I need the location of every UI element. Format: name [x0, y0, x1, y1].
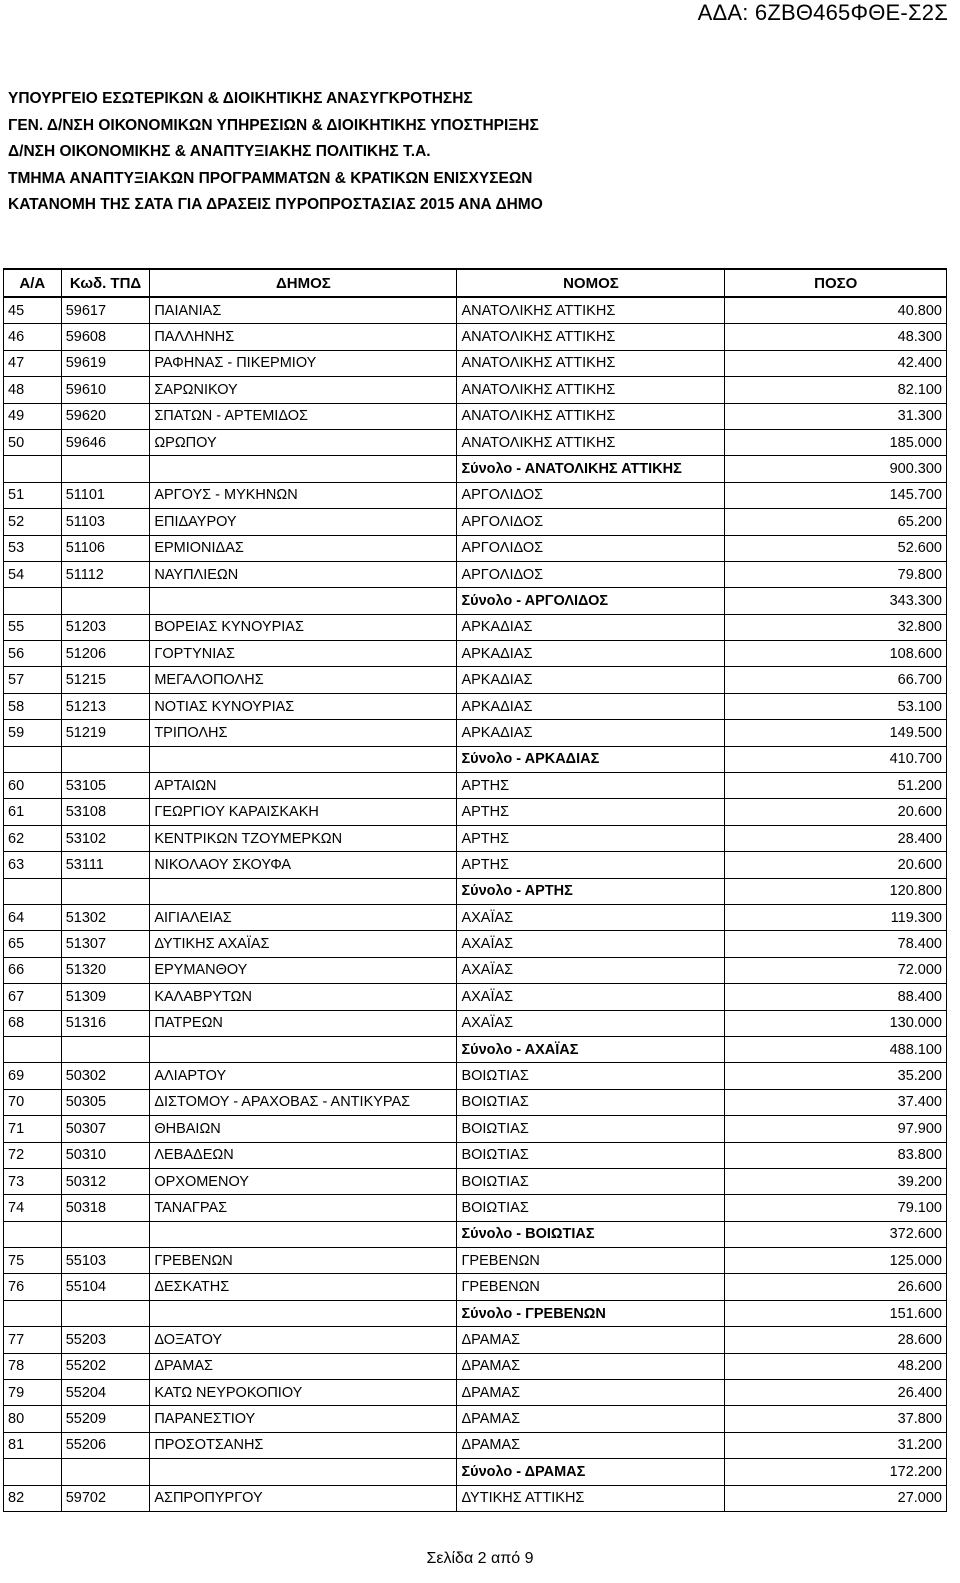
cell-amount: 53.100 — [725, 693, 947, 719]
cell-amount: 52.600 — [725, 535, 947, 561]
cell-municipality: ΝΑΥΠΛΙΕΩΝ — [150, 561, 457, 587]
cell-amount: 72.000 — [725, 957, 947, 983]
table-row — [4, 667, 947, 693]
cell-code: 50318 — [61, 1195, 150, 1221]
header-line: ΤΜΗΜΑ ΑΝΑΠΤΥΞΙΑΚΩΝ ΠΡΟΓΡΑΜΜΑΤΩΝ & ΚΡΑΤΙΚΩΝ ΕΝΙΣΧΥΣΕΩΝ — [8, 169, 533, 187]
cell-amount: 78.400 — [725, 931, 947, 957]
cell-aa: 61 — [4, 799, 62, 825]
subtotal-row — [4, 1036, 947, 1062]
cell-prefecture: ΑΡΤΗΣ — [457, 852, 725, 878]
cell-aa — [4, 1036, 62, 1062]
cell-municipality: ΑΙΓΙΑΛΕΙΑΣ — [150, 904, 457, 930]
subtotal-row — [4, 1459, 947, 1485]
cell-aa: 71 — [4, 1116, 62, 1142]
table-row — [4, 1485, 947, 1511]
cell-municipality: ΠΑΤΡΕΩΝ — [150, 1010, 457, 1036]
cell-prefecture: Σύνολο - ΑΝΑΤΟΛΙΚΗΣ ΑΤΤΙΚΗΣ — [457, 456, 725, 482]
cell-prefecture: ΓΡΕΒΕΝΩΝ — [457, 1274, 725, 1300]
table-row — [4, 1142, 947, 1168]
cell-aa: 62 — [4, 825, 62, 851]
cell-prefecture: ΑΡΤΗΣ — [457, 825, 725, 851]
cell-code: 51309 — [61, 984, 150, 1010]
cell-municipality: ΤΑΝΑΓΡΑΣ — [150, 1195, 457, 1221]
subtotal-row — [4, 746, 947, 772]
cell-municipality — [150, 1036, 457, 1062]
cell-code — [61, 1036, 150, 1062]
header-line: ΓΕΝ. Δ/ΝΣΗ ΟΙΚΟΝΟΜΙΚΩΝ ΥΠΗΡΕΣΙΩΝ & ΔΙΟΙΚΗΤΙΚΗΣ ΥΠΟΣΤΗΡΙΞΗΣ — [8, 116, 539, 134]
cell-prefecture: ΑΧΑΪΑΣ — [457, 931, 725, 957]
cell-code: 51215 — [61, 667, 150, 693]
cell-amount: 119.300 — [725, 904, 947, 930]
cell-prefecture: ΒΟΙΩΤΙΑΣ — [457, 1142, 725, 1168]
cell-aa: 74 — [4, 1195, 62, 1221]
cell-code: 55204 — [61, 1380, 150, 1406]
cell-prefecture: ΒΟΙΩΤΙΑΣ — [457, 1089, 725, 1115]
cell-municipality: ΣΑΡΩΝΙΚΟΥ — [150, 377, 457, 403]
cell-aa: 69 — [4, 1063, 62, 1089]
cell-municipality: ΑΡΓΟΥΣ - ΜΥΚΗΝΩΝ — [150, 482, 457, 508]
cell-code: 51302 — [61, 904, 150, 930]
cell-aa: 56 — [4, 641, 62, 667]
cell-amount: 42.400 — [725, 350, 947, 376]
cell-code: 53111 — [61, 852, 150, 878]
cell-code: 51307 — [61, 931, 150, 957]
cell-aa: 58 — [4, 693, 62, 719]
cell-aa — [4, 1459, 62, 1485]
subtotal-row — [4, 878, 947, 904]
cell-code: 53102 — [61, 825, 150, 851]
table-row — [4, 1406, 947, 1432]
cell-amount: 26.400 — [725, 1380, 947, 1406]
cell-municipality: ΚΕΝΤΡΙΚΩΝ ΤΖΟΥΜΕΡΚΩΝ — [150, 825, 457, 851]
header-line: ΥΠΟΥΡΓΕΙΟ ΕΣΩΤΕΡΙΚΩΝ & ΔΙΟΙΚΗΤΙΚΗΣ ΑΝΑΣΥΓΚΡΟΤΗΣΗΣ — [8, 90, 473, 107]
cell-municipality: ΟΡΧΟΜΕΝΟΥ — [150, 1168, 457, 1194]
cell-amount: 48.200 — [725, 1353, 947, 1379]
cell-prefecture: ΑΧΑΪΑΣ — [457, 957, 725, 983]
cell-prefecture: ΑΡΚΑΔΙΑΣ — [457, 641, 725, 667]
cell-amount: 151.600 — [725, 1300, 947, 1326]
col-header-prefecture: ΝΟΜΟΣ — [457, 269, 725, 297]
cell-amount: 79.100 — [725, 1195, 947, 1221]
cell-municipality — [150, 1221, 457, 1247]
cell-municipality: ΤΡΙΠΟΛΗΣ — [150, 720, 457, 746]
cell-municipality: ΑΣΠΡΟΠΥΡΓΟΥ — [150, 1485, 457, 1511]
cell-prefecture: ΑΡΓΟΛΙΔΟΣ — [457, 561, 725, 587]
cell-prefecture: Σύνολο - ΑΡΚΑΔΙΑΣ — [457, 746, 725, 772]
table-row — [4, 403, 947, 429]
table-row — [4, 1116, 947, 1142]
cell-amount: 37.400 — [725, 1089, 947, 1115]
cell-amount: 120.800 — [725, 878, 947, 904]
table-header-row — [4, 269, 947, 297]
cell-prefecture: ΑΡΚΑΔΙΑΣ — [457, 693, 725, 719]
cell-amount: 28.600 — [725, 1327, 947, 1353]
table-row — [4, 852, 947, 878]
cell-amount: 97.900 — [725, 1116, 947, 1142]
cell-municipality: ΠΡΟΣΟΤΣΑΝΗΣ — [150, 1432, 457, 1458]
cell-amount: 343.300 — [725, 588, 947, 614]
cell-aa: 49 — [4, 403, 62, 429]
cell-municipality — [150, 1459, 457, 1485]
cell-aa: 47 — [4, 350, 62, 376]
cell-aa: 45 — [4, 297, 62, 324]
cell-prefecture: ΑΧΑΪΑΣ — [457, 904, 725, 930]
cell-municipality: ΣΠΑΤΩΝ - ΑΡΤΕΜΙΔΟΣ — [150, 403, 457, 429]
table-row — [4, 1089, 947, 1115]
cell-municipality: ΝΟΤΙΑΣ ΚΥΝΟΥΡΙΑΣ — [150, 693, 457, 719]
cell-prefecture: Σύνολο - ΑΧΑΪΑΣ — [457, 1036, 725, 1062]
cell-aa: 66 — [4, 957, 62, 983]
cell-amount: 40.800 — [725, 297, 947, 324]
table-row — [4, 641, 947, 667]
cell-code: 51316 — [61, 1010, 150, 1036]
allocation-table — [3, 268, 947, 1512]
cell-aa: 48 — [4, 377, 62, 403]
table-row — [4, 720, 947, 746]
cell-amount: 66.700 — [725, 667, 947, 693]
cell-municipality: ΔΥΤΙΚΗΣ ΑΧΑΪΑΣ — [150, 931, 457, 957]
cell-municipality: ΠΑΙΑΝΙΑΣ — [150, 297, 457, 324]
table-row — [4, 1380, 947, 1406]
cell-municipality: ΔΙΣΤΟΜΟΥ - ΑΡΑΧΟΒΑΣ - ΑΝΤΙΚΥΡΑΣ — [150, 1089, 457, 1115]
cell-aa — [4, 746, 62, 772]
table-row — [4, 1353, 947, 1379]
cell-prefecture: ΔΡΑΜΑΣ — [457, 1380, 725, 1406]
cell-municipality: ΑΛΙΑΡΤΟΥ — [150, 1063, 457, 1089]
cell-code: 59702 — [61, 1485, 150, 1511]
subtotal-row — [4, 588, 947, 614]
page-footer: Σελίδα 2 από 9 — [426, 1550, 534, 1567]
table-row — [4, 957, 947, 983]
cell-prefecture: ΑΧΑΪΑΣ — [457, 984, 725, 1010]
cell-aa: 59 — [4, 720, 62, 746]
col-header-code: Κωδ. ΤΠΔ — [61, 269, 150, 297]
cell-municipality: ΑΡΤΑΙΩΝ — [150, 773, 457, 799]
cell-municipality: ΕΡΜΙΟΝΙΔΑΣ — [150, 535, 457, 561]
cell-code — [61, 1459, 150, 1485]
cell-code: 50302 — [61, 1063, 150, 1089]
cell-aa: 76 — [4, 1274, 62, 1300]
cell-code: 55203 — [61, 1327, 150, 1353]
subtotal-row — [4, 456, 947, 482]
cell-aa — [4, 456, 62, 482]
table-row — [4, 1010, 947, 1036]
cell-aa: 64 — [4, 904, 62, 930]
cell-amount: 900.300 — [725, 456, 947, 482]
cell-code: 50312 — [61, 1168, 150, 1194]
cell-prefecture: ΔΡΑΜΑΣ — [457, 1432, 725, 1458]
cell-code: 50307 — [61, 1116, 150, 1142]
cell-prefecture: Σύνολο - ΔΡΑΜΑΣ — [457, 1459, 725, 1485]
cell-aa: 75 — [4, 1248, 62, 1274]
cell-municipality — [150, 1300, 457, 1326]
table-row — [4, 614, 947, 640]
cell-code: 53105 — [61, 773, 150, 799]
cell-municipality: ΚΑΛΑΒΡΥΤΩΝ — [150, 984, 457, 1010]
cell-amount: 28.400 — [725, 825, 947, 851]
cell-prefecture: Σύνολο - ΑΡΓΟΛΙΔΟΣ — [457, 588, 725, 614]
table-row — [4, 984, 947, 1010]
cell-code: 53108 — [61, 799, 150, 825]
cell-aa: 81 — [4, 1432, 62, 1458]
cell-amount: 83.800 — [725, 1142, 947, 1168]
cell-amount: 108.600 — [725, 641, 947, 667]
col-header-municipality: ΔΗΜΟΣ — [150, 269, 457, 297]
cell-prefecture: ΔΡΑΜΑΣ — [457, 1327, 725, 1353]
table-row — [4, 799, 947, 825]
cell-amount: 172.200 — [725, 1459, 947, 1485]
cell-prefecture: ΒΟΙΩΤΙΑΣ — [457, 1195, 725, 1221]
cell-amount: 48.300 — [725, 324, 947, 350]
cell-code — [61, 588, 150, 614]
cell-prefecture: ΔΡΑΜΑΣ — [457, 1406, 725, 1432]
cell-prefecture: ΑΡΚΑΔΙΑΣ — [457, 667, 725, 693]
cell-code: 55209 — [61, 1406, 150, 1432]
table-row — [4, 825, 947, 851]
cell-aa: 63 — [4, 852, 62, 878]
cell-aa: 82 — [4, 1485, 62, 1511]
cell-code: 59646 — [61, 429, 150, 455]
cell-municipality: ΝΙΚΟΛΑΟΥ ΣΚΟΥΦΑ — [150, 852, 457, 878]
cell-prefecture: ΑΡΓΟΛΙΔΟΣ — [457, 535, 725, 561]
cell-prefecture: ΑΝΑΤΟΛΙΚΗΣ ΑΤΤΙΚΗΣ — [457, 324, 725, 350]
table-row — [4, 482, 947, 508]
table-row — [4, 350, 947, 376]
cell-code — [61, 456, 150, 482]
cell-amount: 20.600 — [725, 799, 947, 825]
cell-amount: 31.200 — [725, 1432, 947, 1458]
cell-code: 59620 — [61, 403, 150, 429]
table-row — [4, 324, 947, 350]
cell-municipality — [150, 456, 457, 482]
cell-prefecture: ΔΡΑΜΑΣ — [457, 1353, 725, 1379]
cell-code — [61, 878, 150, 904]
cell-municipality: ΚΑΤΩ ΝΕΥΡΟΚΟΠΙΟΥ — [150, 1380, 457, 1406]
cell-prefecture: ΑΝΑΤΟΛΙΚΗΣ ΑΤΤΙΚΗΣ — [457, 350, 725, 376]
cell-aa: 67 — [4, 984, 62, 1010]
cell-prefecture: ΒΟΙΩΤΙΑΣ — [457, 1063, 725, 1089]
cell-prefecture: ΑΡΓΟΛΙΔΟΣ — [457, 482, 725, 508]
cell-aa: 77 — [4, 1327, 62, 1353]
cell-amount: 39.200 — [725, 1168, 947, 1194]
cell-amount: 149.500 — [725, 720, 947, 746]
cell-aa: 72 — [4, 1142, 62, 1168]
cell-code — [61, 1221, 150, 1247]
cell-code: 51203 — [61, 614, 150, 640]
cell-amount: 31.300 — [725, 403, 947, 429]
cell-aa: 54 — [4, 561, 62, 587]
cell-amount: 145.700 — [725, 482, 947, 508]
table-row — [4, 904, 947, 930]
cell-prefecture: ΑΝΑΤΟΛΙΚΗΣ ΑΤΤΙΚΗΣ — [457, 429, 725, 455]
cell-municipality: ΓΡΕΒΕΝΩΝ — [150, 1248, 457, 1274]
cell-prefecture: ΑΡΓΟΛΙΔΟΣ — [457, 509, 725, 535]
cell-municipality — [150, 878, 457, 904]
table-row — [4, 1432, 947, 1458]
cell-code: 50310 — [61, 1142, 150, 1168]
cell-prefecture: ΑΡΤΗΣ — [457, 799, 725, 825]
cell-municipality: ΒΟΡΕΙΑΣ ΚΥΝΟΥΡΙΑΣ — [150, 614, 457, 640]
cell-municipality: ΛΕΒΑΔΕΩΝ — [150, 1142, 457, 1168]
cell-aa: 70 — [4, 1089, 62, 1115]
cell-amount: 82.100 — [725, 377, 947, 403]
cell-municipality — [150, 746, 457, 772]
cell-prefecture: Σύνολο - ΓΡΕΒΕΝΩΝ — [457, 1300, 725, 1326]
cell-code: 51219 — [61, 720, 150, 746]
ada-code: ΑΔΑ: 6ΖΒΘ465ΦΘΕ-Σ2Σ — [697, 0, 948, 25]
subtotal-row — [4, 1300, 947, 1326]
cell-aa: 55 — [4, 614, 62, 640]
table-row — [4, 1248, 947, 1274]
table-row — [4, 509, 947, 535]
table-row — [4, 1063, 947, 1089]
cell-code: 55104 — [61, 1274, 150, 1300]
table-row — [4, 1168, 947, 1194]
cell-amount: 185.000 — [725, 429, 947, 455]
cell-code: 51101 — [61, 482, 150, 508]
cell-prefecture: ΑΡΚΑΔΙΑΣ — [457, 720, 725, 746]
cell-prefecture: ΓΡΕΒΕΝΩΝ — [457, 1248, 725, 1274]
cell-aa — [4, 878, 62, 904]
cell-amount: 37.800 — [725, 1406, 947, 1432]
col-header-amount: ΠΟΣΟ — [725, 269, 947, 297]
cell-municipality — [150, 588, 457, 614]
cell-prefecture: ΑΝΑΤΟΛΙΚΗΣ ΑΤΤΙΚΗΣ — [457, 403, 725, 429]
cell-aa — [4, 1221, 62, 1247]
cell-amount: 32.800 — [725, 614, 947, 640]
cell-municipality: ΠΑΛΛΗΝΗΣ — [150, 324, 457, 350]
table-row — [4, 377, 947, 403]
cell-code: 51213 — [61, 693, 150, 719]
cell-aa: 52 — [4, 509, 62, 535]
cell-code: 55103 — [61, 1248, 150, 1274]
cell-municipality: ΔΕΣΚΑΤΗΣ — [150, 1274, 457, 1300]
cell-prefecture: ΑΡΤΗΣ — [457, 773, 725, 799]
cell-prefecture: ΑΝΑΤΟΛΙΚΗΣ ΑΤΤΙΚΗΣ — [457, 377, 725, 403]
cell-municipality: ΓΕΩΡΓΙΟΥ ΚΑΡΑΙΣΚΑΚΗ — [150, 799, 457, 825]
cell-amount: 125.000 — [725, 1248, 947, 1274]
cell-prefecture: Σύνολο - ΑΡΤΗΣ — [457, 878, 725, 904]
cell-amount: 20.600 — [725, 852, 947, 878]
cell-municipality: ΕΡΥΜΑΝΘΟΥ — [150, 957, 457, 983]
cell-code: 59608 — [61, 324, 150, 350]
cell-prefecture: ΔΥΤΙΚΗΣ ΑΤΤΙΚΗΣ — [457, 1485, 725, 1511]
document-title: ΚΑΤΑΝΟΜΗ ΤΗΣ ΣΑΤΑ ΓΙΑ ΔΡΑΣΕΙΣ ΠΥΡΟΠΡΟΣΤΑΣΙΑΣ 2015 ΑΝΑ ΔΗΜΟ — [8, 196, 543, 213]
cell-prefecture: ΑΝΑΤΟΛΙΚΗΣ ΑΤΤΙΚΗΣ — [457, 297, 725, 324]
cell-municipality: ΕΠΙΔΑΥΡΟΥ — [150, 509, 457, 535]
table-row — [4, 429, 947, 455]
cell-aa: 79 — [4, 1380, 62, 1406]
cell-code: 50305 — [61, 1089, 150, 1115]
cell-prefecture: ΑΡΚΑΔΙΑΣ — [457, 614, 725, 640]
cell-prefecture: ΒΟΙΩΤΙΑΣ — [457, 1116, 725, 1142]
table-row — [4, 1327, 947, 1353]
cell-aa — [4, 588, 62, 614]
cell-municipality: ΔΟΞΑΤΟΥ — [150, 1327, 457, 1353]
cell-amount: 26.600 — [725, 1274, 947, 1300]
cell-aa: 80 — [4, 1406, 62, 1432]
cell-aa: 78 — [4, 1353, 62, 1379]
table-row — [4, 773, 947, 799]
cell-prefecture: ΒΟΙΩΤΙΑΣ — [457, 1168, 725, 1194]
cell-aa: 46 — [4, 324, 62, 350]
cell-aa: 68 — [4, 1010, 62, 1036]
table-row — [4, 1195, 947, 1221]
table-row — [4, 535, 947, 561]
table-row — [4, 693, 947, 719]
table-row — [4, 1274, 947, 1300]
cell-amount: 372.600 — [725, 1221, 947, 1247]
cell-code: 55206 — [61, 1432, 150, 1458]
cell-prefecture: ΑΧΑΪΑΣ — [457, 1010, 725, 1036]
table-row — [4, 931, 947, 957]
subtotal-row — [4, 1221, 947, 1247]
table-row — [4, 561, 947, 587]
cell-code: 51112 — [61, 561, 150, 587]
cell-amount: 65.200 — [725, 509, 947, 535]
cell-amount: 410.700 — [725, 746, 947, 772]
cell-code — [61, 1300, 150, 1326]
cell-code: 59610 — [61, 377, 150, 403]
cell-aa: 50 — [4, 429, 62, 455]
cell-code: 55202 — [61, 1353, 150, 1379]
cell-code: 51106 — [61, 535, 150, 561]
table-body — [4, 297, 947, 1511]
cell-amount: 88.400 — [725, 984, 947, 1010]
cell-amount: 35.200 — [725, 1063, 947, 1089]
cell-municipality: ΔΡΑΜΑΣ — [150, 1353, 457, 1379]
cell-amount: 488.100 — [725, 1036, 947, 1062]
cell-code: 59619 — [61, 350, 150, 376]
cell-code: 51206 — [61, 641, 150, 667]
cell-aa — [4, 1300, 62, 1326]
cell-municipality: ΡΑΦΗΝΑΣ - ΠΙΚΕΡΜΙΟΥ — [150, 350, 457, 376]
cell-municipality: ΓΟΡΤΥΝΙΑΣ — [150, 641, 457, 667]
col-header-aa: Α/Α — [4, 269, 62, 297]
cell-amount: 27.000 — [725, 1485, 947, 1511]
cell-aa: 73 — [4, 1168, 62, 1194]
cell-aa: 57 — [4, 667, 62, 693]
table-row — [4, 297, 947, 324]
cell-code: 51320 — [61, 957, 150, 983]
cell-code: 51103 — [61, 509, 150, 535]
cell-prefecture: Σύνολο - ΒΟΙΩΤΙΑΣ — [457, 1221, 725, 1247]
cell-amount: 79.800 — [725, 561, 947, 587]
cell-municipality: ΜΕΓΑΛΟΠΟΛΗΣ — [150, 667, 457, 693]
cell-aa: 53 — [4, 535, 62, 561]
cell-code: 59617 — [61, 297, 150, 324]
cell-aa: 60 — [4, 773, 62, 799]
cell-municipality: ΩΡΩΠΟΥ — [150, 429, 457, 455]
cell-aa: 65 — [4, 931, 62, 957]
cell-municipality: ΘΗΒΑΙΩΝ — [150, 1116, 457, 1142]
header-line: Δ/ΝΣΗ ΟΙΚΟΝΟΜΙΚΗΣ & ΑΝΑΠΤΥΞΙΑΚΗΣ ΠΟΛΙΤΙΚΗΣ Τ.Α. — [8, 143, 431, 160]
cell-municipality: ΠΑΡΑΝΕΣΤΙΟΥ — [150, 1406, 457, 1432]
cell-amount: 130.000 — [725, 1010, 947, 1036]
cell-aa: 51 — [4, 482, 62, 508]
cell-amount: 51.200 — [725, 773, 947, 799]
cell-code — [61, 746, 150, 772]
document-header — [8, 86, 543, 219]
